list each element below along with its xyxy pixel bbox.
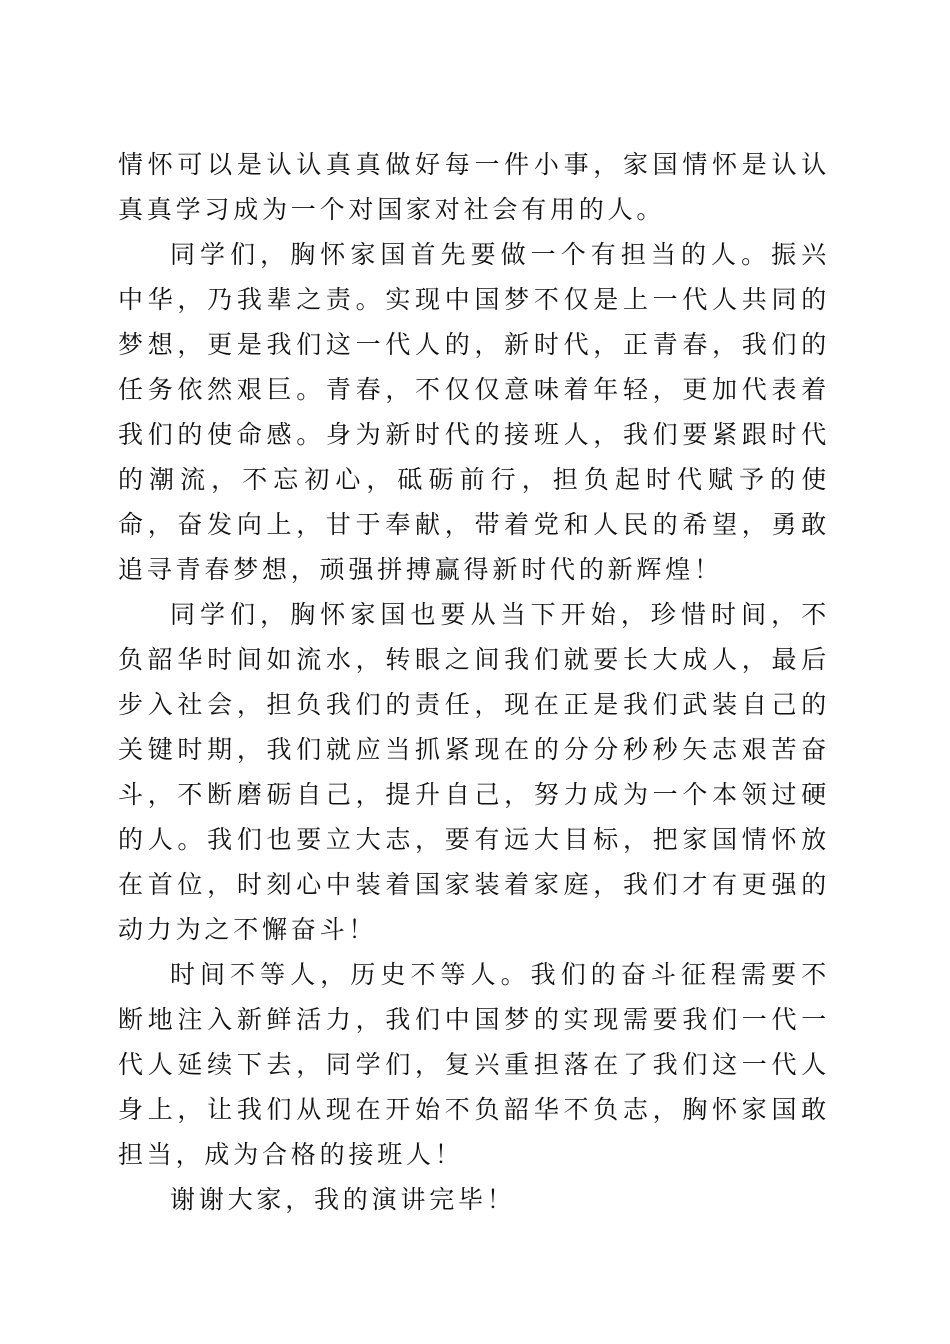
paragraph-4: 时间不等人，历史不等人。我们的奋斗征程需要不断地注入新鲜活力，我们中国梦的实现需要我们一代一代人延续下去，同学们，复兴重担落在了我们这一代人身上，让我们从现在开始不负韶华不负志，胸怀家国敢担当，成为合格的接班人！ bbox=[118, 960, 830, 1169]
paragraph-2: 同学们，胸怀家国首先要做一个有担当的人。振兴中华，乃我辈之责。实现中国梦不仅是上一代人共同的梦想，更是我们这一代人的，新时代，正青春，我们的任务依然艰巨。青春，不仅仅意味着年轻，更加代表着我们的使命感。身为新时代的接班人，我们要紧跟时代的潮流，不忘初心，砥砺前行，担负起时代赋予的使命，奋发向上，甘于奉献，带着党和人民的希望，勇敢追寻青春梦想，顽强拼搏赢得新时代的新辉煌！ bbox=[118, 240, 830, 584]
paragraph-5: 谢谢大家，我的演讲完毕！ bbox=[170, 1185, 516, 1214]
speech-body bbox=[118, 142, 830, 1222]
paragraph-1: 情怀可以是认认真真做好每一件小事，家国情怀是认认真真学习成为一个对国家对社会有用的人。 bbox=[118, 150, 830, 224]
paragraph-3: 同学们，胸怀家国也要从当下开始，珍惜时间，不负韶华时间如流水，转眼之间我们就要长大成人，最后步入社会，担负我们的责任，现在正是我们武装自己的关键时期，我们就应当抓紧现在的分分秒秒矢志艰苦奋斗，不断磨砺自己，提升自己，努力成为一个本领过硬的人。我们也要立大志，要有远大目标，把家国情怀放在首位，时刻心中装着国家装着家庭，我们才有更强的动力为之不懈奋斗！ bbox=[118, 600, 830, 944]
